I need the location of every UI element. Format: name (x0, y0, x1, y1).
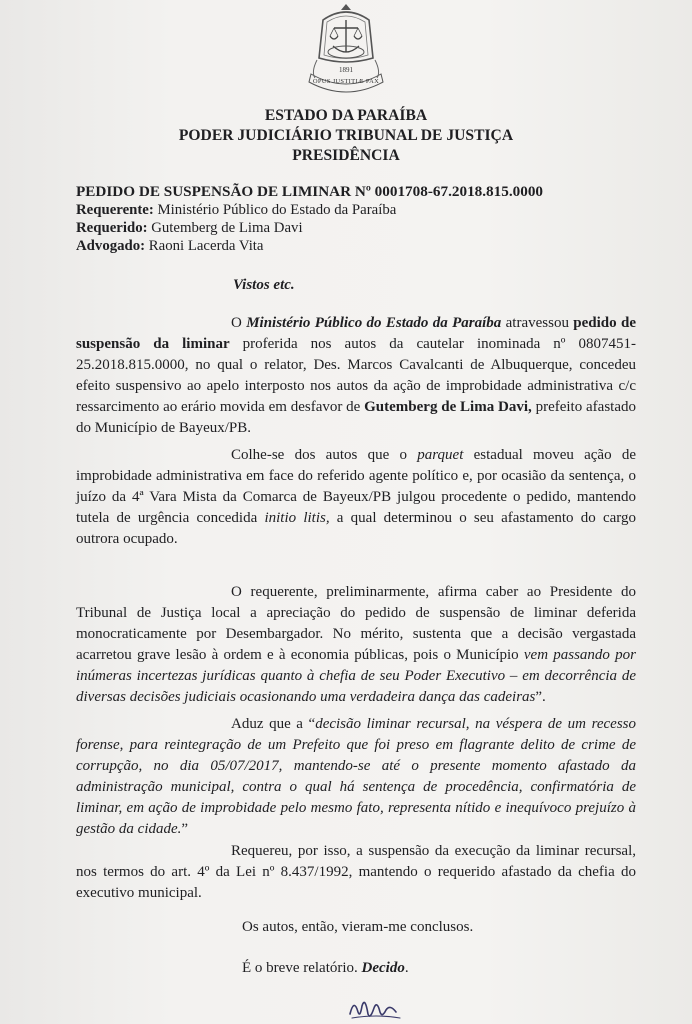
seal-year: 1891 (339, 66, 353, 74)
conclusos-line: Os autos, então, vieram-me conclusos. (242, 919, 474, 935)
header-court: PODER JUDICIÁRIO TRIBUNAL DE JUSTIÇA (178, 127, 514, 144)
text-span: prefeito afastado do Município de Bayeux/PB. (76, 399, 636, 436)
text-span: Requereu, por isso, a suspensão da execução da liminar recursal, nos termos do art. 4º da Lei nº 8.437/1992, mantendo o requerido afastado da chefia do executivo municipal. (76, 843, 636, 901)
text-span: O requerente, preliminarmente, afirma caber ao Presidente do Tribunal de Justiça local a apreciação do pedido de suspensão de liminar deferida monocraticamente por Desembargador. No mérito, sustenta que a decisão vergastada acarretou grave lesão à ordem e à economia públicas, pois o Município (76, 584, 636, 663)
paragraph-1 (76, 313, 636, 439)
advogado-value: Raoni Lacerda Vita (148, 238, 264, 254)
italic-span: vem passando por inúmeras incertezas jurídicas quanto à chefia de seu Poder Executivo – em decorrência de diversas decisões judiciais ocasionando uma verdadeira dança das cadeiras (76, 647, 636, 705)
requerente-value: Ministério Público do Estado da Paraíba (157, 202, 397, 218)
text-span: . (404, 960, 409, 976)
case-info (76, 183, 636, 255)
text-span: ” (181, 821, 189, 837)
text-span: ”. (535, 689, 546, 705)
seal-monogram-icon (303, 2, 389, 114)
case-title: PEDIDO DE SUSPENSÃO DE LIMINAR Nº 0001708-67.2018.815.0000 (76, 183, 544, 200)
bold-italic-span: Decido (361, 960, 405, 976)
bold-span: Gutemberg de Lima Davi, (364, 399, 532, 415)
requerido-label: Requerido: (76, 220, 148, 236)
italic-span: initio litis, (264, 510, 330, 526)
requerido-row (76, 219, 636, 237)
paragraph-2 (76, 445, 636, 550)
text-span: Aduz que a “ (231, 716, 316, 732)
paragraph-4 (76, 714, 636, 840)
advogado-label: Advogado: (76, 238, 146, 254)
paragraph-3 (76, 582, 636, 708)
text-span: É o breve relatório. (242, 960, 362, 976)
tribunal-seal (303, 2, 389, 114)
document-header (0, 106, 692, 166)
advogado-row (76, 237, 636, 255)
header-presidency: PRESIDÊNCIA (292, 147, 400, 164)
signature-initials (346, 994, 406, 1022)
requerido-value: Gutemberg de Lima Davi (151, 220, 303, 236)
paragraph-5 (76, 841, 636, 904)
seal-motto: OPUS JUSTITIÆ PAX (312, 78, 380, 85)
bold-span: pedido de suspensão da liminar (76, 315, 636, 352)
requerente-label: Requerente: (76, 202, 154, 218)
header-state: ESTADO DA PARAÍBA (264, 107, 428, 124)
requerente-row (76, 201, 636, 219)
italic-span: decisão liminar recursal, na véspera de um recesso forense, para reintegração de um Prefeito que foi preso em flagrante delito de crime de corrupção, no dia 05/07/2017, mantendo-se até o presente momento afastado da administração municipal, contra o qual há sentença de procedência, confirmatória de liminar, em ação de improbidade pelo mesmo fato, representa nítido e inequívoco prejuízo à gestão da cidade. (76, 716, 636, 837)
text-span: estadual moveu ação de improbidade administrativa em face do referido agente político e, por ocasião da sentença, o juízo da 4ª Vara Mista da Comarca de Bayeux/PB julgou procedente o pedido, mantendo tutela de urgência concedida (76, 447, 636, 526)
bold-italic-span: Ministério Público do Estado da Paraíba (246, 315, 502, 331)
text-span: Colhe-se dos autos que o (231, 447, 418, 463)
italic-span: parquet (417, 447, 464, 463)
text-span: a qual determinou o seu afastamento do cargo outrora ocupado. (76, 510, 637, 547)
text-span: atravessou (501, 315, 574, 331)
relatorio-line (242, 958, 409, 979)
vistos-heading: Vistos etc. (233, 277, 295, 293)
text-span: proferida nos autos da cautelar inominada nº 0807451-25.2018.815.0000, no qual o relator, Des. Marcos Cavalcanti de Albuquerque, concedeu efeito suspensivo ao apelo interposto nos autos da ação de improbidade administrativa c/c ressarcimento ao erário movida em desfavor de (76, 336, 636, 415)
text-span: O (231, 315, 247, 331)
